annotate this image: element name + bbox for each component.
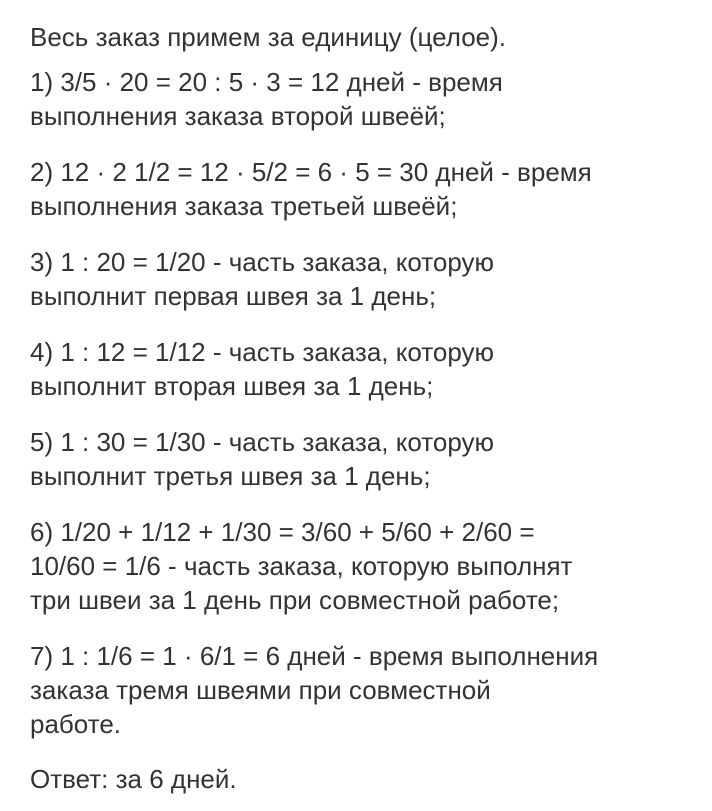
step-7-line-3: работе. — [30, 709, 121, 739]
step-2-line-1: 2) 12 · 2 1/2 = 12 · 5/2 = 6 · 5 = 30 дней - время — [30, 157, 592, 187]
step-6-line-3: три швеи за 1 день при совместной работе; — [30, 585, 560, 615]
answer-line: Ответ: за 6 дней. — [30, 764, 237, 794]
step-4-line-1: 4) 1 : 12 = 1/12 - часть заказа, которую — [30, 337, 495, 367]
step-6-line-1: 6) 1/20 + 1/12 + 1/30 = 3/60 + 5/60 + 2/60 = — [30, 517, 535, 547]
step-2-line-2: выполнения заказа третьей швеёй; — [30, 191, 458, 221]
step-4 — [30, 335, 702, 403]
step-6-line-2: 10/60 = 1/6 - часть заказа, которую выполнят — [30, 551, 573, 581]
step-3-line-2: выполнит первая швея за 1 день; — [30, 281, 437, 311]
step-7-line-1: 7) 1 : 1/6 = 1 · 6/1 = 6 дней - время выполнения — [30, 641, 599, 671]
step-2 — [30, 155, 702, 223]
step-5-line-2: выполнит третья швея за 1 день; — [30, 461, 431, 491]
step-3-line-1: 3) 1 : 20 = 1/20 - часть заказа, которую — [30, 247, 495, 277]
solution-steps — [30, 65, 702, 741]
step-4-line-2: выполнит вторая швея за 1 день; — [30, 371, 434, 401]
step-1-line-1: 1) 3/5 · 20 = 20 : 5 · 3 = 12 дней - время — [30, 67, 503, 97]
step-1-line-2: выполнения заказа второй швеёй; — [30, 101, 446, 131]
step-3 — [30, 245, 702, 313]
intro-line: Весь заказ примем за единицу (целое). — [30, 22, 507, 52]
step-6 — [30, 515, 702, 617]
step-7-line-2: заказа тремя швеями при совместной — [30, 675, 491, 705]
step-5-line-1: 5) 1 : 30 = 1/30 - часть заказа, которую — [30, 427, 495, 457]
step-1 — [30, 65, 702, 133]
step-5 — [30, 425, 702, 493]
step-7 — [30, 639, 702, 741]
